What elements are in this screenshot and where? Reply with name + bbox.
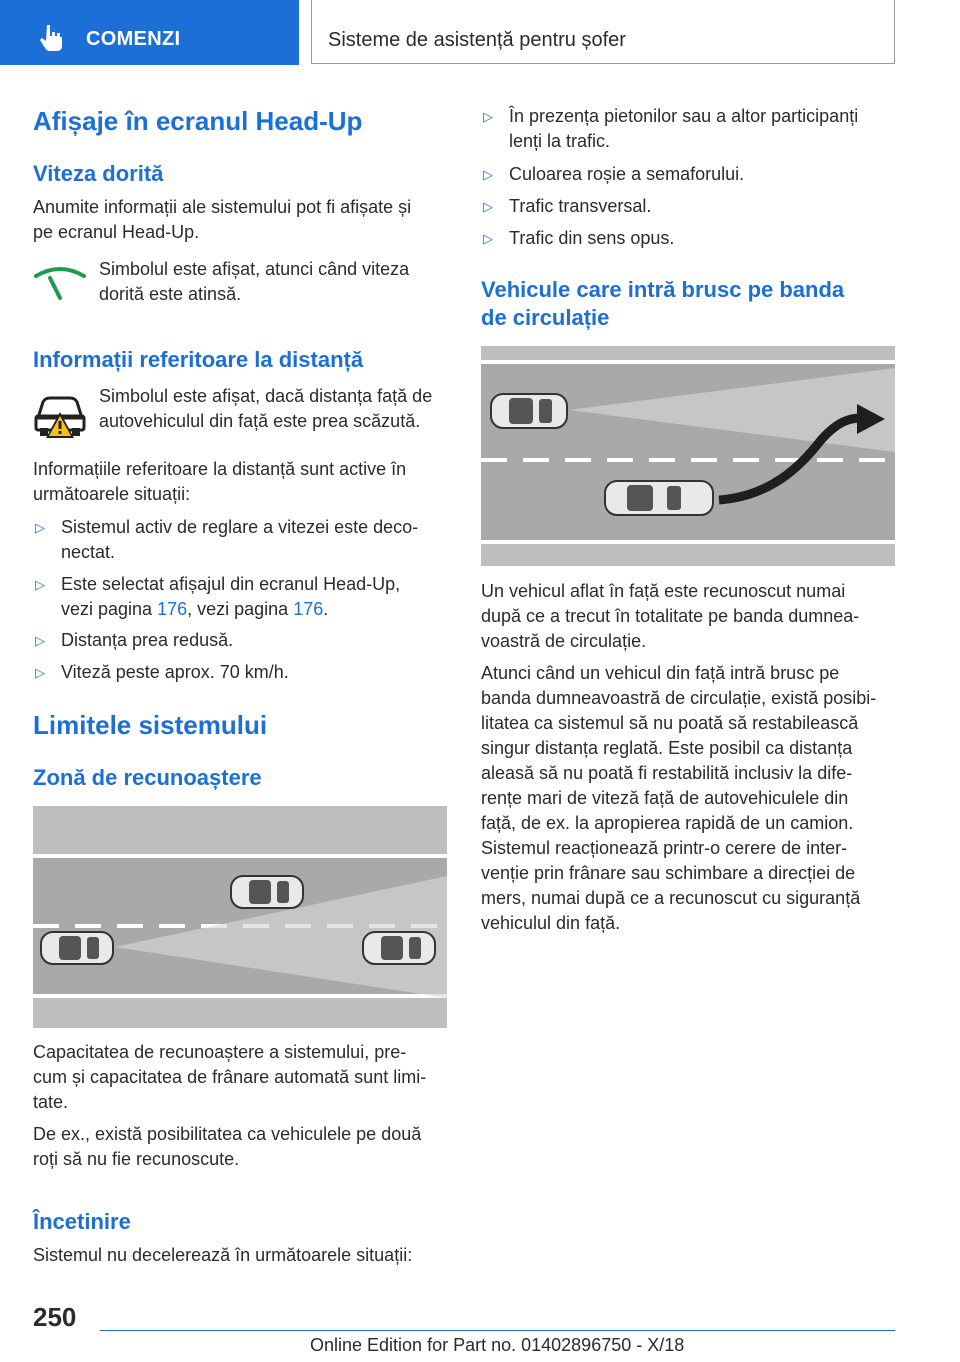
icon-description: autovehiculul din față este prea scăzută. [99, 411, 421, 431]
paragraph-line: Un vehicul aflat în față este recunoscut numai [481, 581, 846, 601]
paragraph-line: venție prin frânare sau schimbare a direcției de [481, 863, 856, 883]
bullet-triangle-icon: ▷ [483, 167, 493, 182]
chapter-header [311, 0, 895, 64]
list-item: ▷ Trafic transversal. [481, 194, 901, 219]
bullet-triangle-icon: ▷ [483, 231, 493, 246]
paragraph-line: Anumite informații ale sistemului pot fi afișate și [33, 197, 412, 217]
detection-zone-illustration [33, 806, 447, 1028]
paragraph-line: mers, numai după ce a recunoscut cu siguranță [481, 888, 861, 908]
bullet-triangle-icon: ▷ [35, 633, 45, 648]
paragraph-line: după ce a trecut în totalitate pe banda dumnea- [481, 606, 860, 626]
paragraph-line: următoarele situații: [33, 484, 191, 504]
hand-pointer-icon [36, 22, 66, 52]
section-tab[interactable] [0, 0, 299, 65]
paragraph-line: litatea ca sistemul să nu poată să restabilească [481, 713, 859, 733]
paragraph-line: vehiculul din față. [481, 913, 621, 933]
list-item: ▷ Culoarea roșie a semaforului. [481, 162, 901, 187]
distance-warning-car-icon [32, 390, 88, 442]
paragraph-line: banda dumneavoastră de circulație, există posibi- [481, 688, 877, 708]
page-link[interactable]: 176 [293, 599, 324, 619]
bullet-triangle-icon: ▷ [483, 199, 493, 214]
section-label: COMENZI [86, 28, 181, 50]
paragraph-line: voastră de circulație. [481, 631, 647, 651]
bullet-triangle-icon: ▷ [35, 520, 45, 535]
list-item: ▷ În prezența pietonilor sau a altor participanți lenți la trafic. [483, 106, 859, 151]
paragraph-line: Informațiile referitoare la distanță sunt active în [33, 459, 407, 479]
paragraph-line: rențe mari de viteză față de autovehiculele din [481, 788, 849, 808]
paragraph-line: roți să nu fie recunoscute. [33, 1149, 240, 1169]
list-item: ▷ Sistemul activ de reglare a vitezei este deco- nectat. [35, 517, 419, 562]
car-illustration [491, 394, 567, 428]
speed-reached-icon [30, 258, 90, 308]
list-item: ▷ Este selectat afișajul din ecranul Head-Up, vezi pagina 176, vezi pagina 176. [35, 574, 401, 619]
car-illustration [605, 481, 713, 515]
heading-desired-speed: Viteza dorită [33, 161, 164, 186]
paragraph-line: Atunci când un vehicul din față intră brusc pe [481, 663, 840, 683]
car-illustration [41, 932, 113, 964]
heading-system-limits: Limitele sistemului [33, 710, 268, 740]
heading-deceleration: Încetinire [33, 1209, 131, 1234]
heading-detection-zone: Zonă de recunoaștere [33, 765, 262, 790]
bullet-triangle-icon: ▷ [483, 109, 493, 124]
paragraph-line: Sistemul nu decelerează în următoarele situații: [33, 1245, 413, 1265]
paragraph-line: aleasă să nu poată fi restabilită inclusiv la dife- [481, 763, 853, 783]
paragraph-line: pe ecranul Head-Up. [33, 222, 200, 242]
heading-cut-in-vehicles-2: de circulație [481, 305, 610, 330]
list-item: ▷ Trafic din sens opus. [481, 226, 901, 251]
page-link[interactable]: 176 [157, 599, 188, 619]
chapter-title: Sisteme de asistență pentru șofer [328, 29, 626, 51]
heading-cut-in-vehicles: Vehicule care intră brusc pe banda [481, 277, 845, 302]
car-illustration [231, 876, 303, 908]
footer-edition: Online Edition for Part no. 01402896750 - X/18 [310, 1335, 685, 1355]
icon-description: dorită este atinsă. [99, 284, 242, 304]
paragraph-line: Sistemul reacționează printr-o cerere de inter- [481, 838, 848, 858]
list-item: ▷ Viteză peste aprox. 70 km/h. [33, 660, 453, 685]
paragraph-line: tate. [33, 1092, 69, 1112]
icon-description: Simbolul este afișat, dacă distanța față de [99, 386, 433, 406]
icon-description: Simbolul este afișat, atunci când viteza [99, 259, 410, 279]
paragraph-line: De ex., există posibilitatea ca vehiculele pe două [33, 1124, 422, 1144]
paragraph-line: cum și capacitatea de frânare automată sunt limi- [33, 1067, 427, 1087]
heading-distance-info: Informații referitoare la distanță [33, 347, 364, 372]
bullet-triangle-icon: ▷ [35, 665, 45, 680]
cut-in-illustration [481, 346, 895, 566]
bullet-triangle-icon: ▷ [35, 577, 45, 592]
footer-divider [100, 1330, 895, 1331]
car-illustration [363, 932, 435, 964]
paragraph-line: Capacitatea de recunoaștere a sistemului, pre- [33, 1042, 407, 1062]
list-item: ▷ Distanța prea redusă. [33, 628, 453, 653]
page-number: 250 [33, 1302, 77, 1332]
paragraph-line: singur distanța reglată. Este posibil ca distanța [481, 738, 853, 758]
paragraph-line: față, de ex. la apropierea rapidă de un camion. [481, 813, 854, 833]
page-title: Afișaje în ecranul Head-Up [33, 106, 363, 136]
